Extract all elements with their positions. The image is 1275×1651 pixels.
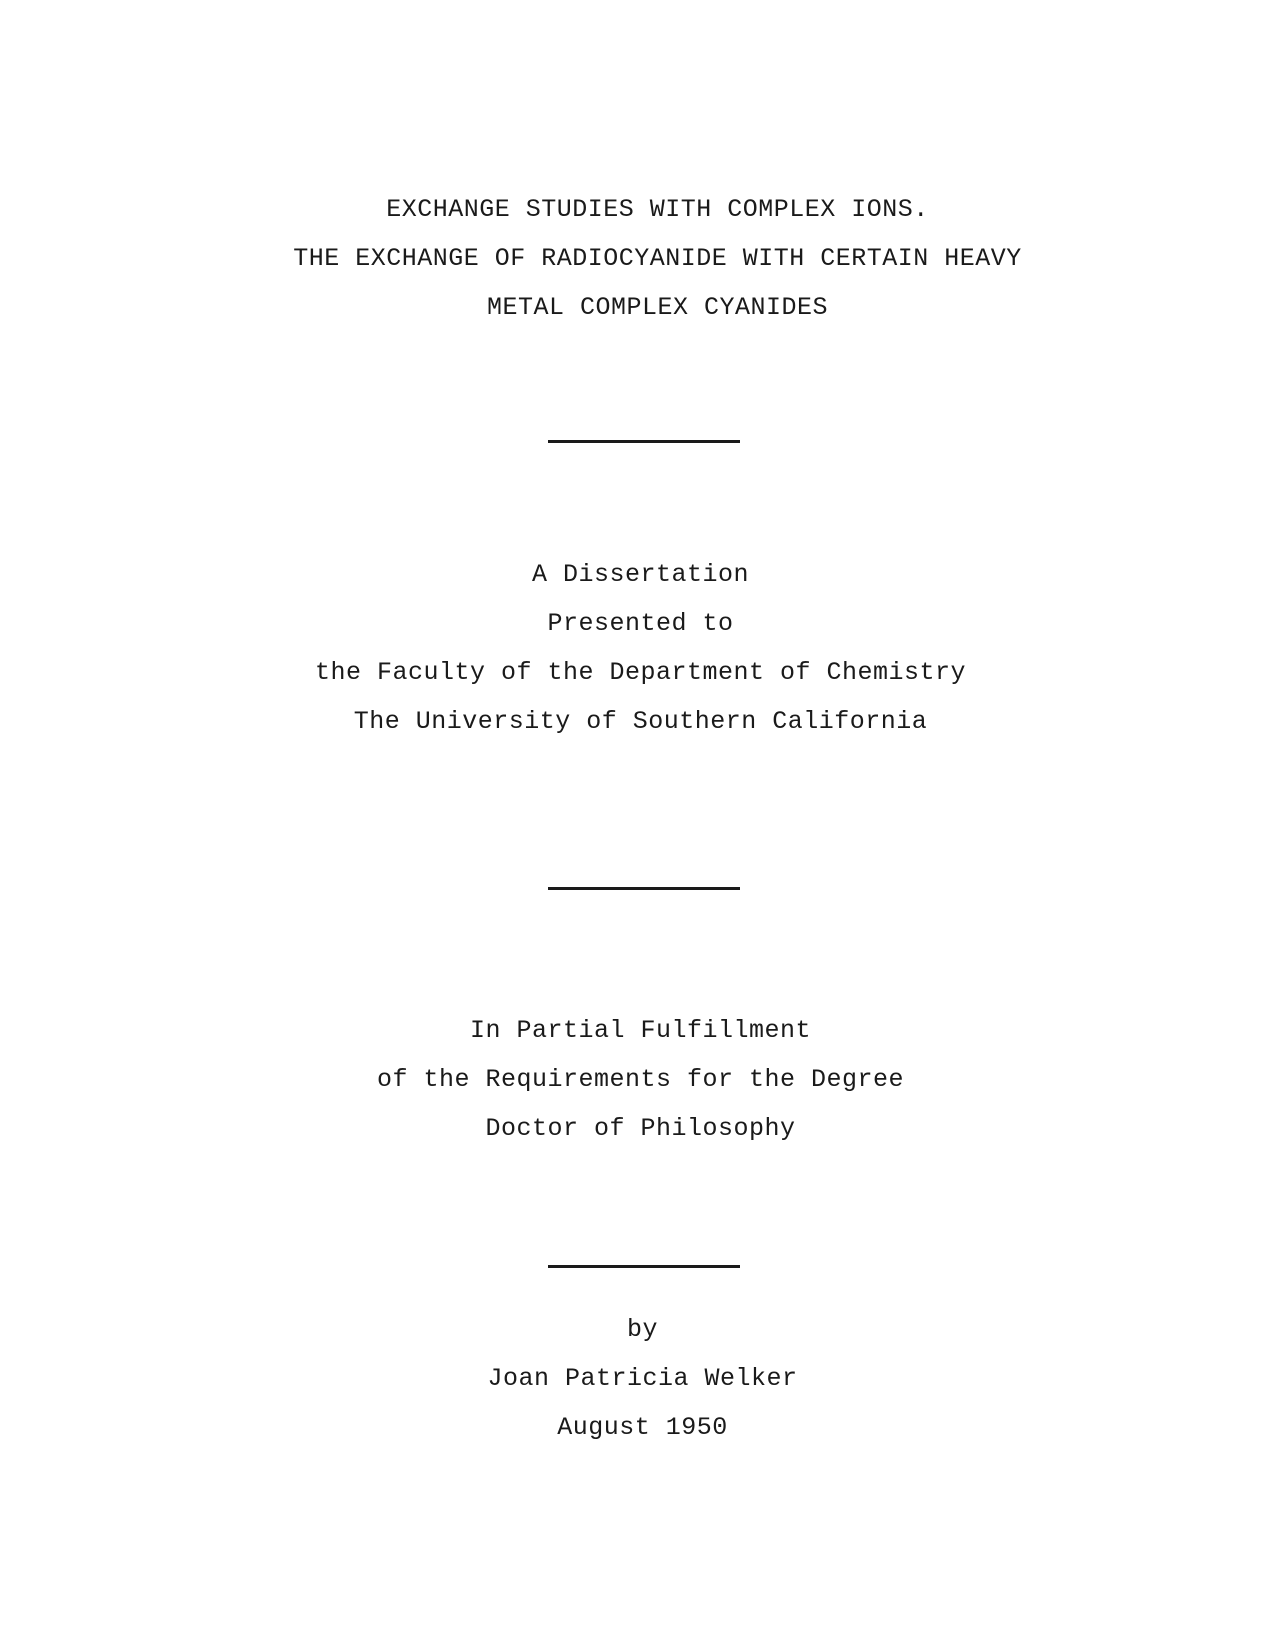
section-divider: [548, 887, 740, 890]
faculty-line: the Faculty of the Department of Chemistry: [314, 658, 967, 687]
title-line-3: METAL COMPLEX CYANIDES: [486, 293, 829, 322]
dissertation-line: A Dissertation: [531, 560, 750, 589]
title-line-1: EXCHANGE STUDIES WITH COMPLEX IONS.: [386, 195, 929, 224]
title-line-2: THE EXCHANGE OF RADIOCYANIDE WITH CERTAIN HEAVY: [293, 244, 1022, 273]
presented-to-line: Presented to: [547, 609, 734, 638]
author-name: Joan Patricia Welker: [487, 1364, 798, 1393]
date-line: August 1950: [557, 1413, 728, 1442]
degree-line: Doctor of Philosophy: [485, 1114, 796, 1143]
partial-fulfillment-line: In Partial Fulfillment: [469, 1016, 812, 1045]
section-divider: [548, 1265, 740, 1268]
section-divider: [548, 440, 740, 443]
by-line: by: [626, 1315, 658, 1344]
requirements-line: of the Requirements for the Degree: [376, 1065, 905, 1094]
university-line: The University of Southern California: [353, 707, 928, 736]
